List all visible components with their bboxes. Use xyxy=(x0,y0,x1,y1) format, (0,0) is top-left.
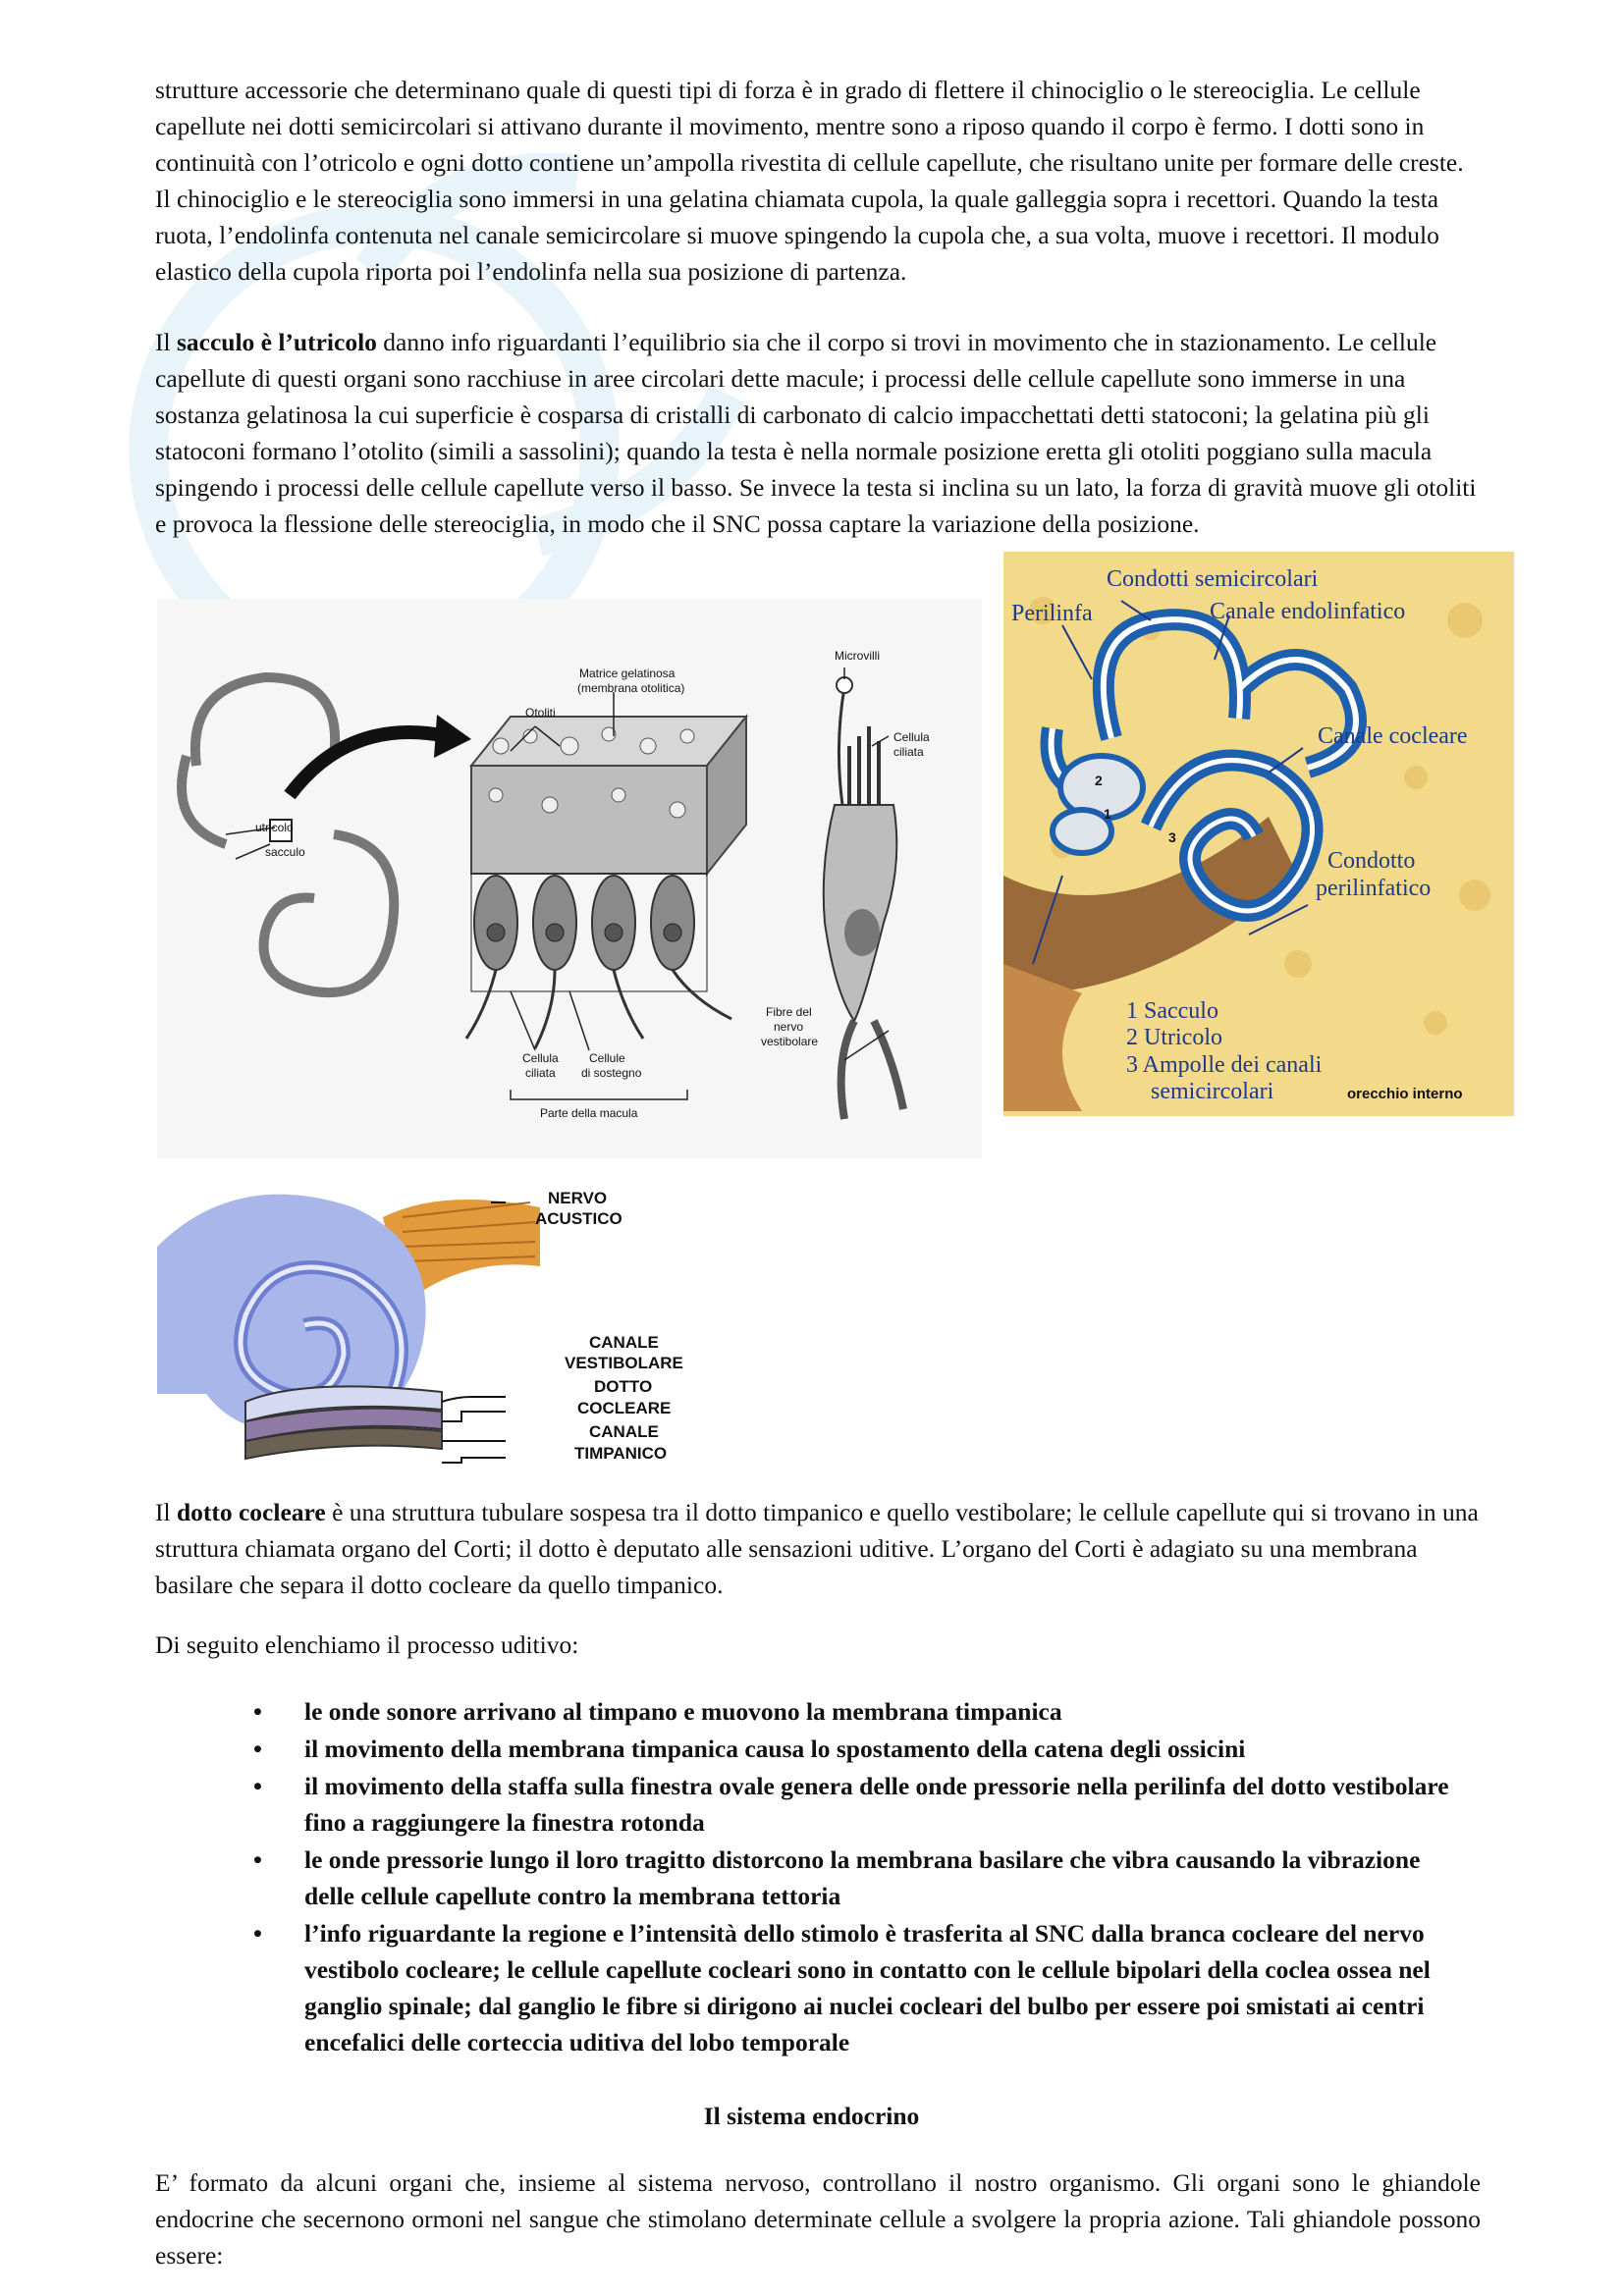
legend-utricolo: 2 Utricolo xyxy=(1126,1025,1222,1050)
list-item: • l’info riguardante la regione e l’intensità dello stimolo è trasferita al SNC dalla branca cocleare del nervo vestibolo cocleare; le cellule capellute cocleari sono in contatto con le cellule bipolari della coclea ossea nel ganglio spinale; dal ganglio le fibre si dirigono ai nuclei cocleari del bulbo per essere poi smistati ai centri encefalici delle cortеccia uditiva del lobo temporale xyxy=(155,1915,1451,2060)
num-ampolle: 3 xyxy=(1168,829,1176,845)
paragraph-prefix: Il xyxy=(155,328,177,356)
paragraph-sacculo-utricolo xyxy=(155,324,1481,542)
label-canale-timp: CANALE xyxy=(589,1422,659,1441)
paragraph-dotto-cocleare xyxy=(155,1494,1481,1603)
label-canale-vest: CANALE xyxy=(589,1333,659,1352)
label-parte-macula: Parte della macula xyxy=(540,1106,638,1120)
paragraph-semicircular-ducts xyxy=(155,72,1481,290)
label-nervo: nervo xyxy=(774,1020,804,1034)
legend-sacculo: 1 Sacculo xyxy=(1126,998,1218,1024)
paragraph-bold-term: sacculo è l’utricolo xyxy=(176,328,377,356)
paragraph-text: strutture accessorie che determinano quale di questi tipi di forza è in grado di flettere il chinociglio o le stereociglia. Le cellule capellute nei dotti semicircolari si attivano durante il movimento, mentre sono a riposo quando il corpo è fermo. I dotti sono in continuità con l’otricolo e ogni dotto contiene un’ampolla rivestita di cellule capellute, che risultano unite per formare delle creste. Il chinociglio e le stereociglia sono immersi in una gelatina chiamata cupola, la quale galleggia sopra i recettori. Quando la testa ruota, l’endolinfa contenuta nel canale semicircolare si muove spingendo la cupola che, a sua volta, muove i recettori. Il modulo elastico della cupola riporta poi l’endolinfa nella sua posizione di partenza. xyxy=(155,76,1464,286)
label-otoliti: Otoliti xyxy=(525,706,556,720)
label-vestibolare: vestibolare xyxy=(761,1035,819,1048)
section-heading: Il sistema endocrino xyxy=(703,2102,920,2130)
label-ciliata: ciliata xyxy=(893,745,924,759)
label-timpanico: TIMPANICO xyxy=(574,1444,668,1463)
inner-ear-illustration xyxy=(1003,552,1514,1116)
label-dotto: DOTTO xyxy=(594,1377,653,1396)
paragraph-text: danno info riguardanti l’equilibrio sia che il corpo si trovi in movimento che in stazionamento. Le cellule capellute di questi organi sono racchiuse in aree circolari dette macule; i processi delle cellule capellute sono immerse in una sostanza gelatinosa la cui superficie è cosparsa di cristalli di carbonato di calcio impacchettati detti statoconi; la gelatina più gli statoconi formano l’otolito (simili a sassolini); quando la testa è nella normale posizione eretta gli otoliti poggiano sulla macula spingendo i processi delle cellule capellute verso il basso. Se invece la testa si inclina su un lato, la forza di gravità muove gli otoliti e provoca la flessione delle stereociglia, in modo che il SNC possa captare la variazione della posizione. xyxy=(155,328,1477,538)
num-utricolo: 2 xyxy=(1095,773,1103,788)
auditory-process-list xyxy=(155,1693,1451,2061)
list-item: • il movimento della membrana timpanica causa lo spostamento della catena degli ossicini xyxy=(155,1731,1451,1767)
label-canale-cocleare: Canale cocleare xyxy=(1318,723,1468,749)
list-item: • le onde pressorie lungo il loro tragitto distorcono la membrana basilare che vibra causando la vibrazione delle cellule capellute contro la membrana tettoria xyxy=(155,1842,1451,1914)
figure-cochlea xyxy=(157,1178,746,1472)
paragraph-endocrine xyxy=(155,2164,1481,2273)
list-item: • il movimento della staffa sulla finestra ovale genera delle onde pressorie nella perilinfa del dotto vestibolare fino a raggiungere la finestra rotonda xyxy=(155,1768,1451,1841)
label-vestibolare: VESTIBOLARE xyxy=(565,1354,683,1372)
paragraph-intro-list xyxy=(155,1627,1481,1663)
paragraph-bold-term: dotto cocleare xyxy=(176,1498,326,1526)
label-fibre: Fibre del xyxy=(766,1005,812,1019)
label-acustico: ACUSTICO xyxy=(535,1209,622,1228)
label-matrice: Matrice gelatinosa xyxy=(579,667,676,680)
figure-macula xyxy=(157,599,982,1158)
paragraph-text: Di seguito elenchiamo il processo uditivo: xyxy=(155,1630,579,1659)
label-perilinfatico: perilinfatico xyxy=(1316,876,1432,901)
label-condotti-semicircolari: Condotti semicircolari xyxy=(1107,566,1319,592)
caption-orecchio-interno: orecchio interno xyxy=(1347,1086,1463,1102)
label-bottom-cellula: Cellula xyxy=(522,1051,559,1065)
label-cellule: Cellule xyxy=(589,1051,625,1065)
paragraph-text: E’ formato da alcuni organi che, insieme al sistema nervoso, controllano il nostro organismo. Gli organi sono le ghiandole endocrine che secernono ormoni nel sangue che stimolano determinate cellule a svolgere la propria azione. Tali ghiandole possono essere: xyxy=(155,2168,1481,2269)
label-nervo: NERVO xyxy=(548,1189,608,1207)
paragraph-text: è una struttura tubulare sospesa tra il dotto timpanico e quello vestibolare; le cellule capellute qui si trovano in una struttura chiamata organo del Corti; il dotto è deputato alle sensazioni uditive. L’organo del Corti è adagiato su una membrana basilare che separa il dotto cocleare da quello timpanico. xyxy=(155,1498,1479,1599)
macula-illustration xyxy=(157,599,982,1158)
label-sacculo: sacculo xyxy=(265,845,305,859)
paragraph-prefix: Il xyxy=(155,1498,177,1526)
label-canale-endolinfatico: Canale endolinfatico xyxy=(1210,599,1406,624)
label-condotto: Condotto xyxy=(1327,848,1416,874)
label-perilinfa: Perilinfa xyxy=(1011,601,1093,626)
label-cocleare: COCLEARE xyxy=(577,1399,672,1417)
label-microvilli: Microvilli xyxy=(835,649,880,663)
label-sostegno: di sostegno xyxy=(581,1066,642,1080)
label-utricolo: utricolo xyxy=(255,821,294,834)
figure-inner-ear xyxy=(1003,552,1514,1116)
legend-ampolle: 3 Ampolle dei canali xyxy=(1126,1052,1323,1078)
label-membrana-otolitica: (membrana otolitica) xyxy=(577,681,685,695)
label-bottom-ciliata: ciliata xyxy=(525,1066,556,1080)
num-sacculo: 1 xyxy=(1104,806,1111,822)
cochlea-illustration xyxy=(157,1178,746,1472)
list-item: • le onde sonore arrivano al timpano e muovono la membrana timpanica xyxy=(155,1693,1451,1730)
legend-semicircolari: semicircolari xyxy=(1151,1079,1274,1104)
label-cellula: Cellula xyxy=(893,730,930,744)
